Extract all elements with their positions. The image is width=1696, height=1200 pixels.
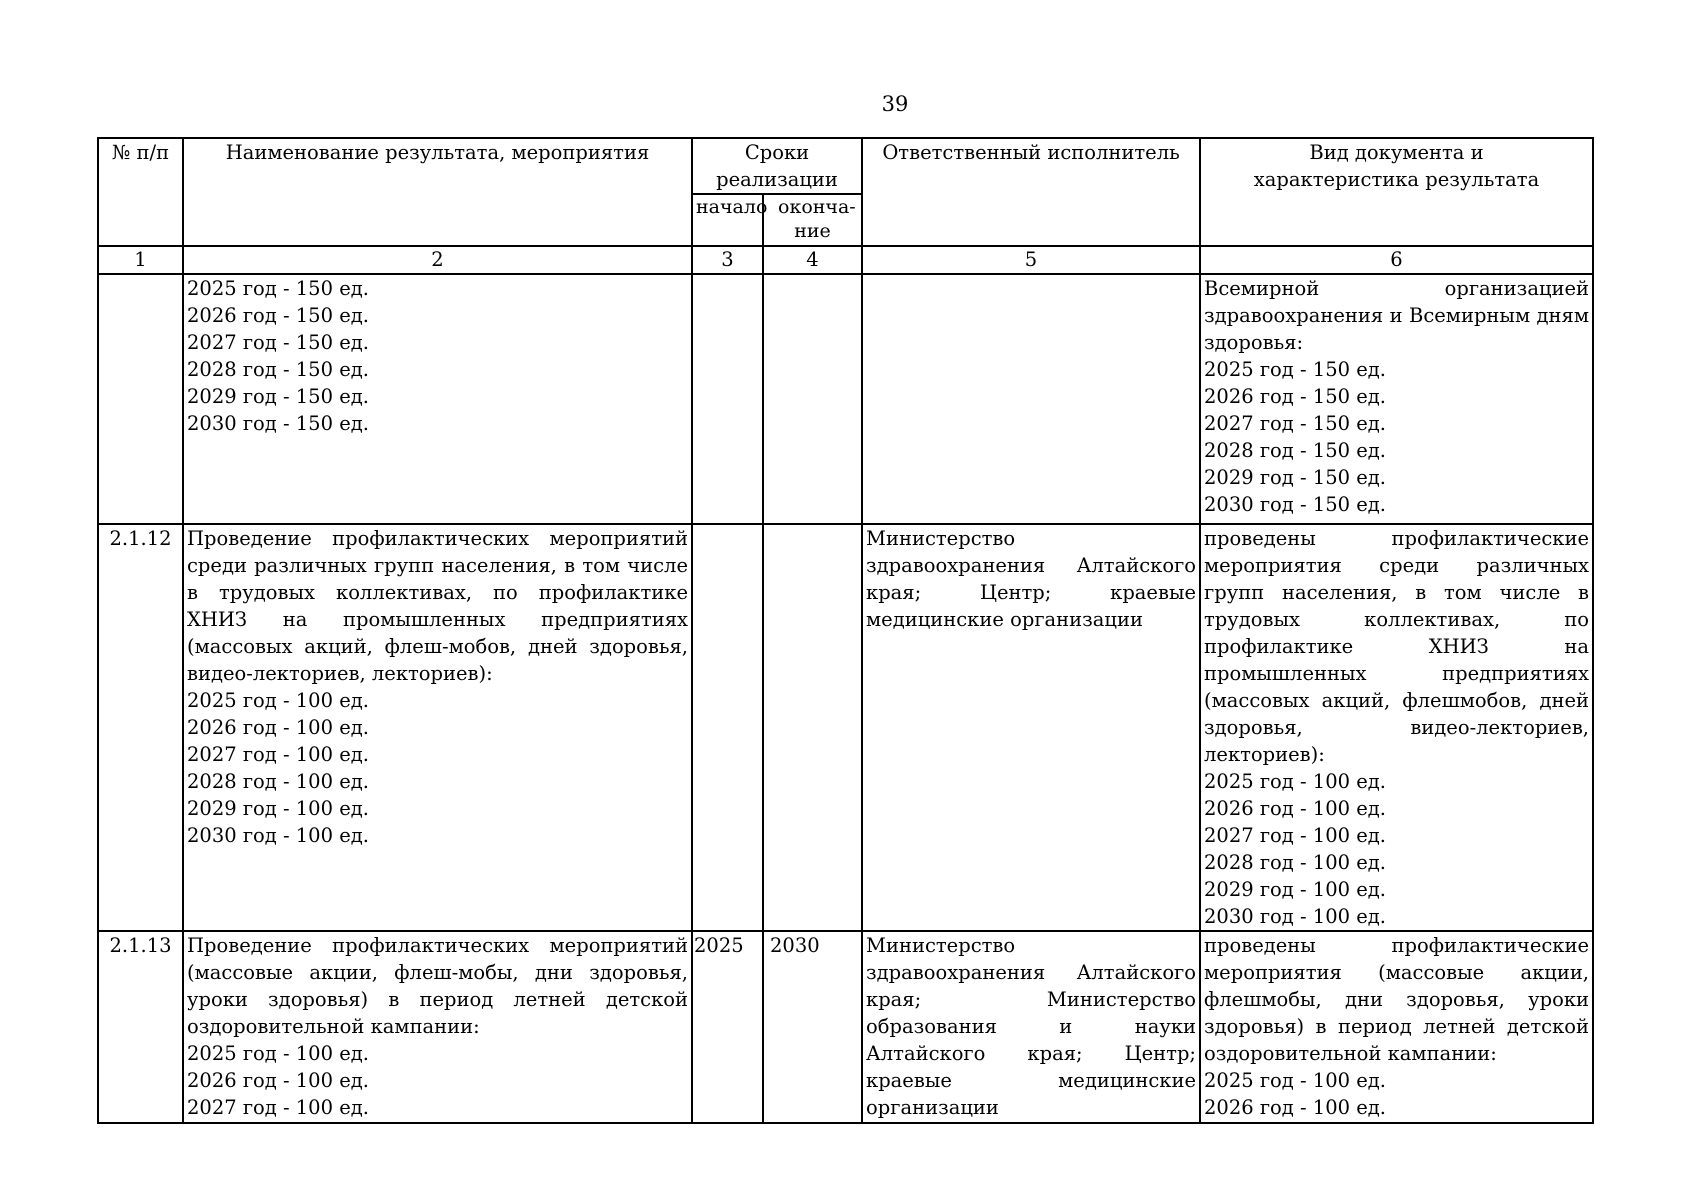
result-text: проведены профилактические мероприятия среди различных групп населения, в том числе в трудовых коллективах, по профилактике ХНИЗ на промышленных предприятиях (массовых акций, флешмобов, дней здоровья, видео-лекториев, лекториев): [1204,527,1590,766]
header-doc: Вид документа и характеристика результата [1200,138,1593,246]
result-year-value: 2025 год - 150 ед. [1204,358,1386,381]
result-year-value: 2029 год - 150 ед. [1204,466,1386,489]
header-num: № п/п [98,138,183,246]
column-number: 3 [692,246,763,274]
column-numbers-row [98,246,1593,274]
row-executor: Министерство здравоохранения Алтайского края; Центр; краевые медицинские организации [862,524,1200,931]
name-year-value: 2028 год - 150 ед. [187,358,369,381]
result-year-value: 2028 год - 100 ед. [1204,851,1386,874]
column-number: 4 [763,246,862,274]
header-executor: Ответственный исполнитель [862,138,1200,246]
result-year-value: 2026 год - 150 ед. [1204,385,1386,408]
result-year-value: 2027 год - 100 ед. [1204,824,1386,847]
row-name-text: Проведение профилактических мероприятий среди различных групп населения, в том числе в трудовых коллективах, по профилактике ХНИЗ на промышленных предприятиях (массовых акций, флеш-мобов, дней здоровья, видео-лекториев, лекториев): [187,527,688,685]
column-number: 6 [1200,246,1593,274]
row-name-cell [183,274,692,524]
header-dates: Сроки реализации [692,138,862,194]
result-year-value: 2030 год - 150 ед. [1204,493,1386,516]
table-row [98,524,1593,931]
name-year-value: 2029 год - 150 ед. [187,385,369,408]
row-name-cell [183,931,692,1123]
result-year-value: 2025 год - 100 ед. [1204,770,1386,793]
column-number: 1 [98,246,183,274]
table-row [98,931,1593,1123]
name-year-value: 2030 год - 150 ед. [187,412,369,435]
name-year-value: 2030 год - 100 ед. [187,824,369,847]
header-name: Наименование результата, мероприятия [183,138,692,246]
name-year-value: 2028 год - 100 ед. [187,770,369,793]
result-text: проведены профилактические мероприятия (массовые акции, флешмобы, дни здоровья, уроки здоровья) в период летней детской оздоровительной кампании: [1204,934,1590,1065]
program-table [97,137,1594,1124]
row-name-text: Проведение профилактических мероприятий (массовые акции, флеш-мобы, дни здоровья, уроки здоровья) в период летней детской оздоровительной кампании: [187,934,688,1038]
row-executor: Министерство здравоохранения Алтайского края; Министерство образования и науки Алтайского края; Центр; краевые медицинские организации [862,931,1200,1123]
name-year-value: 2026 год - 100 ед. [187,1069,369,1092]
column-number: 2 [183,246,692,274]
name-year-value: 2025 год - 150 ед. [187,277,369,300]
row-end [763,524,862,931]
row-start [692,524,763,931]
name-year-value: 2025 год - 100 ед. [187,1042,369,1065]
row-executor [862,274,1200,524]
row-number [98,274,183,524]
name-year-value: 2027 год - 100 ед. [187,1096,369,1119]
table-header [98,138,1593,274]
name-year-value: 2026 год - 100 ед. [187,716,369,739]
table-row [98,274,1593,524]
name-year-value: 2027 год - 150 ед. [187,331,369,354]
result-year-value: 2027 год - 150 ед. [1204,412,1386,435]
page-number: 39 [881,92,909,116]
row-end: 2030 [763,931,862,1123]
column-number: 5 [862,246,1200,274]
row-end [763,274,862,524]
row-start: 2025 [692,931,763,1123]
result-year-value: 2026 год - 100 ед. [1204,1096,1386,1119]
row-result-cell [1200,931,1593,1123]
row-name-cell [183,524,692,931]
name-year-value: 2027 год - 100 ед. [187,743,369,766]
row-number: 2.1.13 [98,931,183,1123]
name-year-value: 2025 год - 100 ед. [187,689,369,712]
header-end: оконча-ние [763,194,862,246]
row-result-cell [1200,524,1593,931]
row-start [692,274,763,524]
result-text: Всемирной организацией здравоохранения и Всемирным дням здоровья: [1204,277,1590,354]
result-year-value: 2026 год - 100 ед. [1204,797,1386,820]
header-start: начало [692,194,763,246]
result-year-value: 2029 год - 100 ед. [1204,878,1386,901]
name-year-value: 2029 год - 100 ед. [187,797,369,820]
result-year-value: 2030 год - 100 ед. [1204,905,1386,928]
row-result-cell [1200,274,1593,524]
result-year-value: 2025 год - 100 ед. [1204,1069,1386,1092]
result-year-value: 2028 год - 150 ед. [1204,439,1386,462]
row-number: 2.1.12 [98,524,183,931]
name-year-value: 2026 год - 150 ед. [187,304,369,327]
